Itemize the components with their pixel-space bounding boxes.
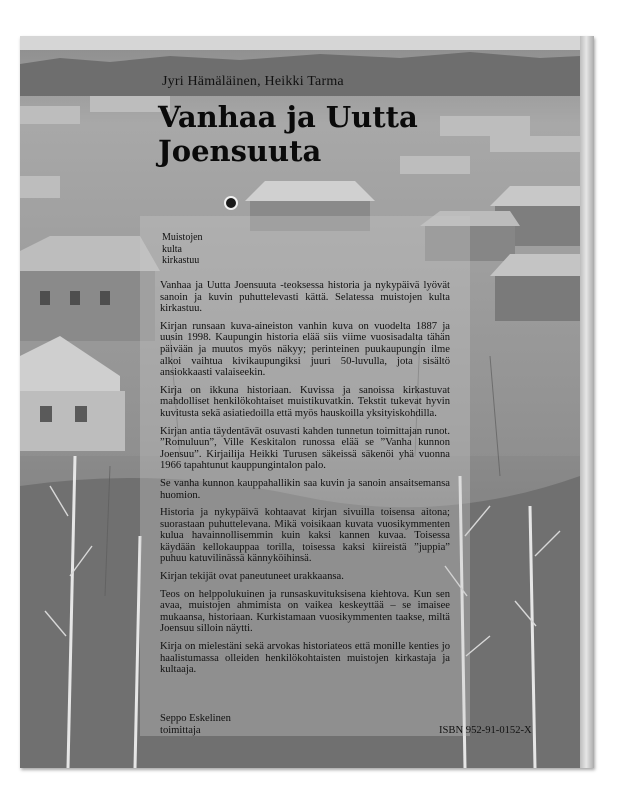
blurb-paragraph: Vanhaa ja Uutta Joensuuta -teoksessa historia ja nykypäivä lyövät sanoin ja kuvin puhuttelevasti kättä. Selatessa muistojen kulta kirkastuu.: [160, 280, 450, 315]
blurb-paragraph: Teos on helppolukuinen ja runsaskuvituksisena kiehtova. Kun sen avaa, muistojen ahmimista on vaikea keskeyttää – se imaisee mukaansa, historiaan. Kurkistamaan vuosikymmenten taakse, miltä Joensuu silloin näytti.: [160, 588, 450, 635]
isbn: ISBN 952-91-0152-X: [439, 725, 532, 736]
book-spine: [580, 36, 594, 768]
blurb-text: [160, 280, 450, 682]
tagline-line: kirkastuu: [162, 255, 200, 266]
blurb-paragraph: Kirja on ikkuna historiaan. Kuvissa ja sanoissa kirkastuvat mahdolliset henkilökohtaiset muistikuvatkin. Tekstit tukevat hyvin kuvitusta sekä asiatiedoilla että myös hauskoilla yksityiskohdilla.: [160, 384, 450, 419]
book-title: [158, 100, 418, 168]
authors: Jyri Hämäläinen, Heikki Tarma: [162, 74, 344, 89]
blurb-paragraph: Se vanha kunnon kauppahallikin saa kuvin ja sanoin ansaitsemansa huomion.: [160, 477, 450, 501]
signature: [160, 713, 231, 737]
title-line: Joensuuta: [158, 134, 322, 168]
blurb-paragraph: Kirjan antia täydentävät osuvasti kahden tunnetun toimittajan runot. ”Romuluun”, Ville Keskitalon runossa elää se ”Vanha kunnon Joensuu”. Kirjailija Heikki Turusen säkeissä säkenöi yhä vuonna 1966 tapahtunut kauppungintalon palo.: [160, 425, 450, 472]
blurb-paragraph: Kirjan tekijät ovat paneutuneet urakkaansa.: [160, 571, 344, 583]
blurb-paragraph: Historia ja nykypäivä kohtaavat kirjan sivuilla toisensa aitona; suorastaan puhuttelevana. Mikä voisikaan kuvata vuosikymmenten kulua havainnollisemmin kuin kaksi kannen kuvaa. Toisessa käydään kellokauppaa torilla, toisessa kaksi kiireistä ”juppia” puhuu katuvilinässä kännyköihinsä.: [160, 507, 450, 565]
blurb-paragraph: Kirjan runsaan kuva-aineiston vanhin kuva on vuodelta 1887 ja uusin 1998. Kaupungin historia elää siis viime vuosisadalta tähän päivään ja muutos myös näkyy; perinteinen puukaupungin ilme alkoi vaihtua kivikaupungiksi juuri 50-luvulla, jota sisältö ansiokkaasti valaiseekin.: [160, 320, 450, 379]
circle-mark-icon: [224, 196, 238, 210]
tagline: [162, 232, 203, 267]
title-line: Vanhaa ja Uutta: [158, 100, 418, 134]
tagline-line: kulta: [162, 243, 182, 255]
blurb-paragraph: Kirja on mielestäni sekä arvokas historiateos että monille kenties jo haalistumassa olleiden henkilökohtaisten muistojen kirkastaja ja kultaaja.: [160, 641, 450, 676]
tagline-line: Muistojen: [162, 232, 203, 243]
cover-top-edge: [20, 36, 580, 50]
signature-name: Seppo Eskelinen: [160, 713, 231, 724]
book-back-cover: [20, 36, 594, 768]
signature-role: toimittaja: [160, 725, 201, 736]
